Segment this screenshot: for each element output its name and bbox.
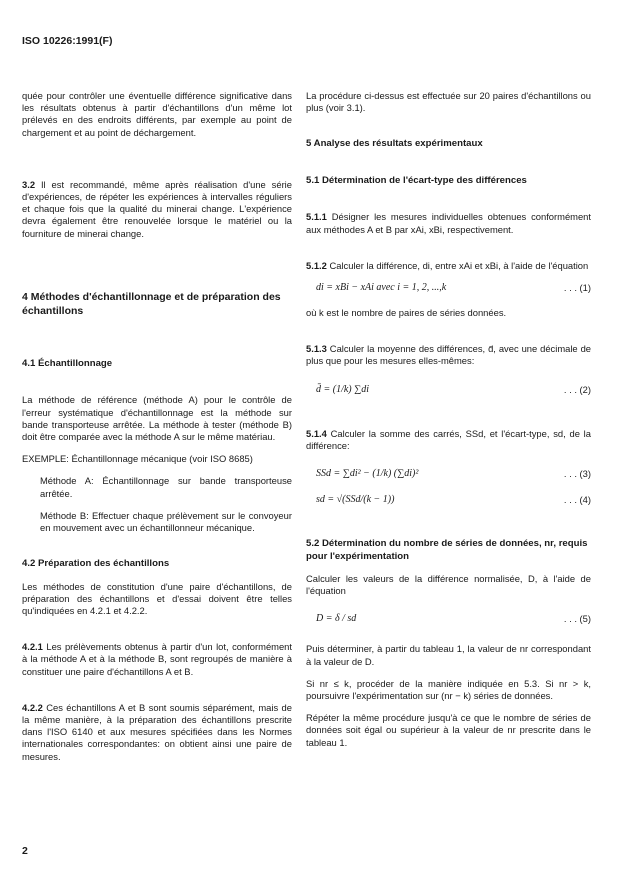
page-number: 2	[22, 845, 28, 857]
equation-formula: sd = √(SSd/(k − 1))	[316, 494, 395, 506]
right-column	[306, 90, 591, 749]
section-number: 5.1.2	[306, 259, 327, 271]
section-number: 5.1.3	[306, 343, 327, 355]
intro-paragraph-right: La procédure ci-dessus est effectuée sur 20 paires d'échantillons ou plus (voir 3.1).	[306, 90, 591, 114]
section-text: Calculer la différence, di, entre xAi et xBi, à l'aide de l'équation	[329, 259, 589, 271]
heading-section-4: 4 Méthodes d'échantillonnage et de préparation des échantillons	[22, 290, 281, 317]
equation-number: . . . (3)	[563, 468, 591, 480]
section-number: 4.2.2	[22, 701, 43, 713]
equation-formula: SSd = ∑di² − (1/k) (∑di)²	[316, 468, 419, 480]
example-text: Échantillonnage mécanique (voir ISO 8685)	[71, 453, 253, 465]
section-5-1-1	[306, 211, 591, 235]
heading-5-1: 5.1 Détermination de l'écart-type des différences	[306, 174, 527, 186]
section-number: 5.1.4	[306, 427, 327, 439]
equation-formula: di = xBi − xAi avec i = 1, 2, ...,k	[316, 282, 447, 294]
heading-4-2: 4.2 Préparation des échantillons	[22, 558, 170, 570]
method-b: Méthode B: Effectuer chaque prélèvement sur le convoyeur en mouvement avec un échantillonneur mécanique.	[40, 509, 292, 533]
section-text: Calculer la moyenne des différences, d̄, avec une décimale de plus que pour les mesures elles-mêmes:	[306, 343, 592, 367]
equation-number: . . . (4)	[563, 494, 591, 506]
section-text: Calculer la somme des carrés, SSd, et l'écart-type, sd, de la différence:	[306, 427, 591, 451]
equation-number: . . . (5)	[563, 613, 591, 625]
paragraph-5-2-b: Puis déterminer, à partir du tableau 1, la valeur de nr correspondant à la valeur de D.	[306, 643, 591, 667]
heading-section-5: 5 Analyse des résultats expérimentaux	[306, 138, 483, 150]
equation-formula: d̄ = (1/k) ∑di	[316, 383, 370, 395]
section-4-2-1	[22, 641, 292, 678]
equation-1	[306, 282, 591, 297]
section-text: Les prélèvements obtenus à partir d'un lot, conformément à la méthode A et à la méthode B, sont regroupés de manière à constituer une paire d'échantillons A et B.	[22, 641, 292, 677]
section-5-1-4	[306, 428, 591, 452]
section-number: 4.2.1	[22, 641, 43, 653]
paragraph-5-2-c: Si nr ≤ k, procéder de la manière indiquée en 5.3. Si nr > k, poursuivre l'expérimentation sur (nr − k) séries de données.	[306, 677, 591, 702]
section-number: 3.2	[22, 178, 36, 190]
section-number: 5.1.1	[306, 211, 327, 223]
paragraph-k-definition: où k est le nombre de paires de séries données.	[306, 307, 507, 319]
section-5-1-3	[306, 343, 591, 367]
left-column	[22, 90, 292, 763]
equation-number: . . . (2)	[563, 383, 591, 395]
page-header: ISO 10226:1991(F)	[22, 35, 113, 47]
section-5-1-2	[306, 260, 591, 272]
equation-4	[306, 488, 591, 514]
equation-2	[306, 378, 591, 404]
section-4-2-2	[22, 702, 292, 763]
paragraph-5-2-d: Répéter la même procédure jusqu'à ce que le nombre de séries de données soit égal ou supérieur à la valeur de nr prescrite dans le tableau 1.	[306, 712, 591, 748]
heading-5-2: 5.2 Détermination du nombre de séries de données, nr, requis pour l'expérimentation	[306, 538, 588, 562]
equation-number: . . . (1)	[563, 282, 591, 294]
example-paragraph	[22, 453, 292, 465]
paragraph-4-2: Les méthodes de constitution d'une paire d'échantillons, de préparation des échantillons et d'essai doivent être telles qu'indiquées en 4.2.1 et 4.2.2.	[22, 580, 292, 617]
section-text: Il est recommandé, même après réalisation d'une série d'expériences, de répéter les expériences à intervalles réguliers et chaque fois que la qualité du minerai change. L'expérience devra également être renouvelée lorsque le matériel ou la fourniture de minerai change.	[22, 178, 292, 239]
intro-paragraph: quée pour contrôler une éventuelle différence significative dans les résultats obtenus à partir d'échantillons d'un même lot prélevés en des endroits différents, par exemple au point de chargement et au point de déchargement.	[22, 90, 292, 138]
heading-4-1: 4.1 Échantillonnage	[22, 357, 113, 369]
section-text: Désigner les mesures individuelles obtenues conformément aux méthodes A et B par xAi, xBi, respectivement.	[306, 211, 591, 235]
paragraph-5-2: Calculer les valeurs de la différence normalisée, D, à l'aide de l'équation	[306, 573, 591, 597]
section-text: Ces échantillons A et B sont soumis séparément, mais de la même manière, à la préparation des échantillons prescrite dans l'ISO 6140 et aux mesures spécifiées dans les Normes internationales correspondantes: on obtient ainsi une paire de mesures.	[22, 701, 292, 762]
method-a: Méthode A: Échantillonnage sur bande transporteuse arrêtée.	[40, 475, 292, 499]
equation-3	[306, 462, 591, 488]
example-label: EXEMPLE:	[22, 453, 69, 465]
equation-formula: D = δ / sd	[316, 613, 357, 625]
paragraph-4-1: La méthode de référence (méthode A) pour le contrôle de l'erreur systématique d'échantillonnage est la méthode sur bande transporteuse arrêtée. La méthode à tester (méthode B) doit être comparée avec la méthode A sur le même matériau.	[22, 394, 292, 442]
section-3-2	[22, 179, 292, 240]
equation-5	[306, 607, 591, 633]
